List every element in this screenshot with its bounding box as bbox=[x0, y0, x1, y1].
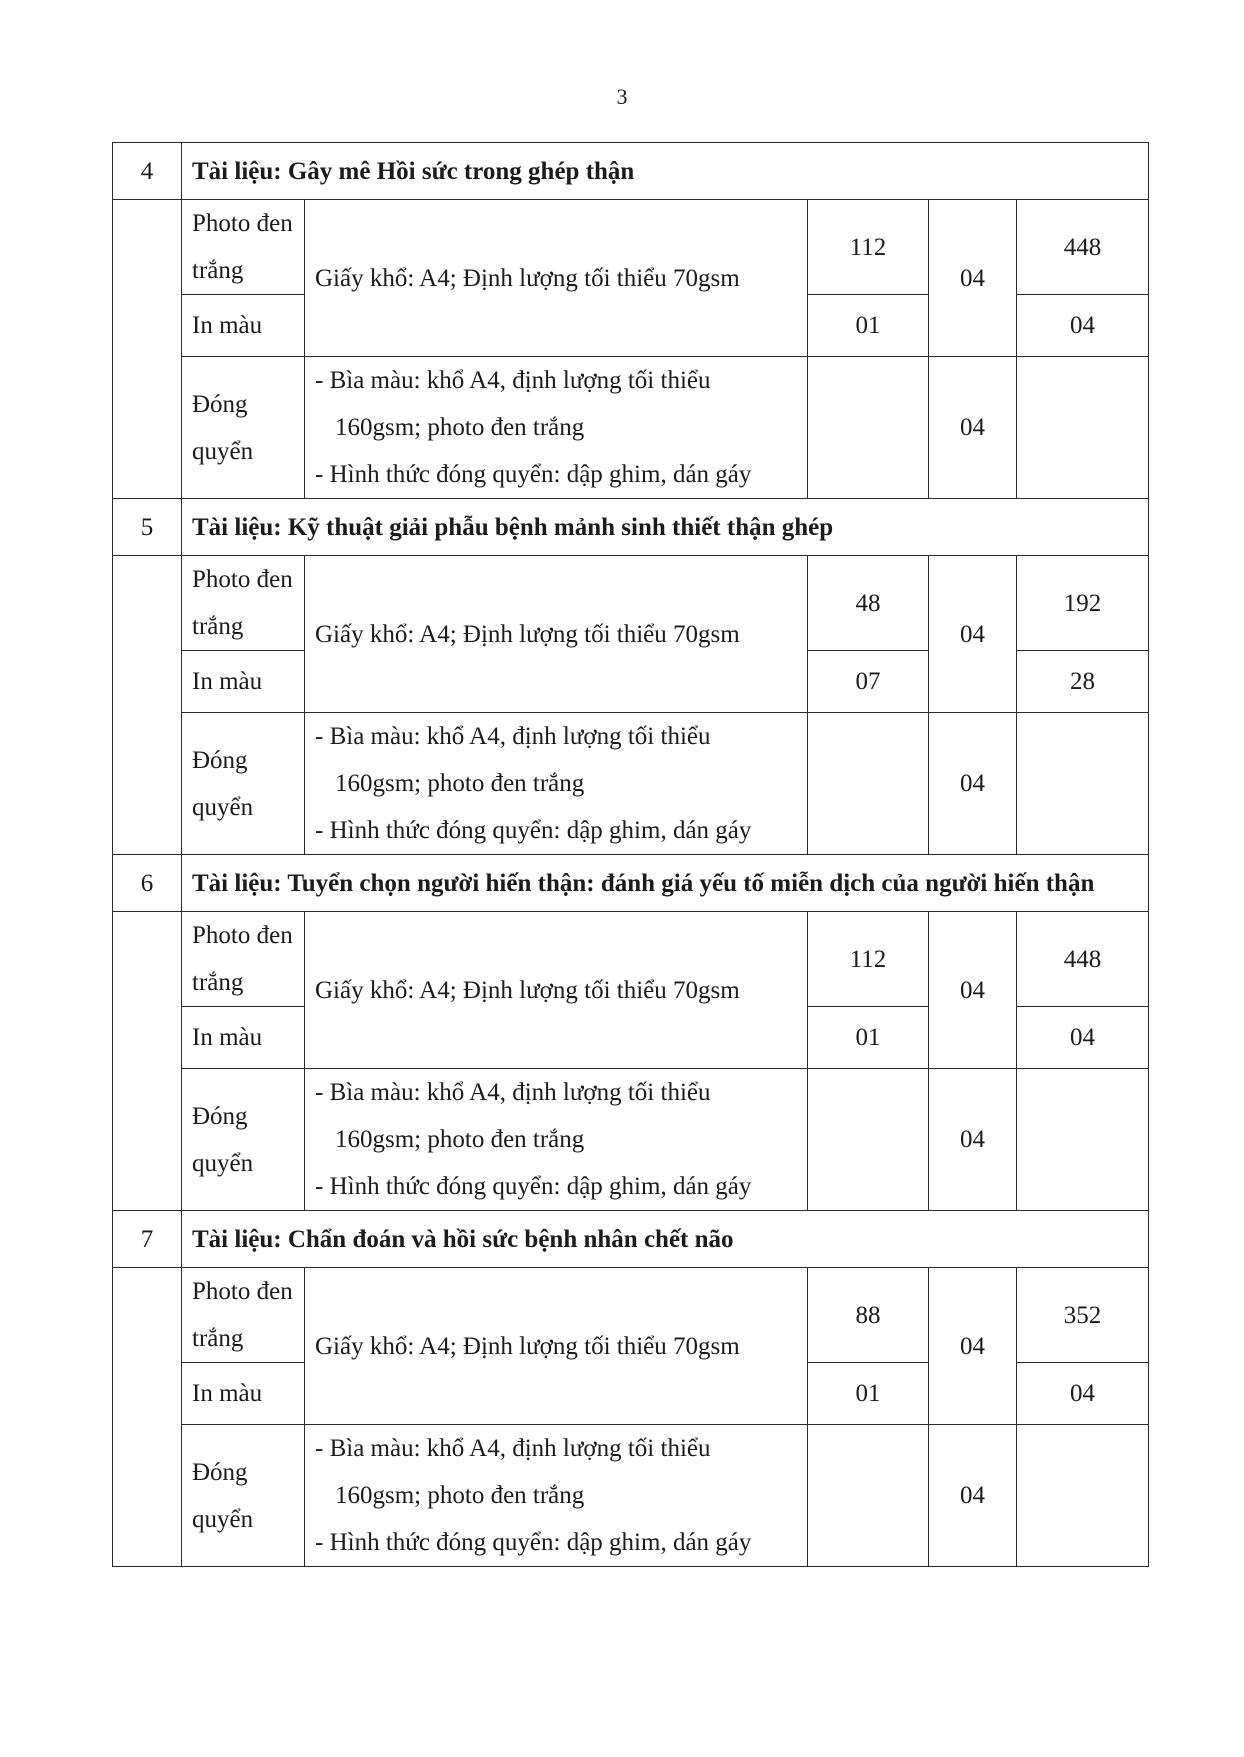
binding-spec-line: - Hình thức đóng quyển: dập ghim, dán gáy bbox=[315, 817, 752, 844]
binding-pages bbox=[808, 713, 929, 855]
binding-row bbox=[113, 357, 1149, 499]
binding-row bbox=[113, 1425, 1149, 1567]
binding-row bbox=[113, 713, 1149, 855]
color-pages: 01 bbox=[808, 1007, 929, 1069]
color-total: 04 bbox=[1017, 295, 1149, 357]
photo-bw-label: Photo đen trắng bbox=[182, 556, 305, 651]
item-title: Tài liệu: Kỹ thuật giải phẫu bệnh mảnh sinh thiết thận ghép bbox=[182, 499, 1149, 556]
item-number: 6 bbox=[113, 855, 182, 912]
binding-spec-line: 160gsm; photo đen trắng bbox=[335, 1126, 585, 1153]
binding-spec-line: - Bìa màu: khổ A4, định lượng tối thiểu bbox=[315, 723, 711, 750]
paper-spec: Giấy khổ: A4; Định lượng tối thiểu 70gsm bbox=[305, 1268, 808, 1425]
page-number: 3 bbox=[616, 84, 628, 109]
item-title-row bbox=[113, 855, 1149, 912]
item-number-spacer bbox=[113, 1268, 182, 1567]
item-number-spacer bbox=[113, 200, 182, 499]
color-print-label: In màu bbox=[182, 1007, 305, 1069]
item-title-row bbox=[113, 499, 1149, 556]
printing-spec-table bbox=[112, 142, 1149, 1567]
color-pages: 01 bbox=[808, 1363, 929, 1425]
binding-copies: 04 bbox=[929, 1425, 1017, 1567]
item-number-spacer bbox=[113, 912, 182, 1211]
color-print-label: In màu bbox=[182, 1363, 305, 1425]
bw-total: 448 bbox=[1017, 200, 1149, 295]
binding-spec-line: - Hình thức đóng quyển: dập ghim, dán gáy bbox=[315, 1529, 752, 1556]
item-title: Tài liệu: Gây mê Hồi sức trong ghép thận bbox=[182, 143, 1149, 200]
color-total: 04 bbox=[1017, 1007, 1149, 1069]
copies: 04 bbox=[929, 1268, 1017, 1425]
copies: 04 bbox=[929, 912, 1017, 1069]
binding-pages bbox=[808, 357, 929, 499]
binding-spec-line: 160gsm; photo đen trắng bbox=[335, 1482, 585, 1509]
bw-pages: 48 bbox=[808, 556, 929, 651]
photo-bw-label: Photo đen trắng bbox=[182, 912, 305, 1007]
item-title: Tài liệu: Chẩn đoán và hồi sức bệnh nhân chết não bbox=[182, 1211, 1149, 1268]
binding-label: Đóng quyển bbox=[182, 1069, 305, 1211]
color-pages: 01 bbox=[808, 295, 929, 357]
binding-spec-line: - Bìa màu: khổ A4, định lượng tối thiểu bbox=[315, 1079, 711, 1106]
binding-spec bbox=[305, 1069, 808, 1211]
paper-spec: Giấy khổ: A4; Định lượng tối thiểu 70gsm bbox=[305, 556, 808, 713]
binding-spec-line: - Bìa màu: khổ A4, định lượng tối thiểu bbox=[315, 1435, 711, 1462]
item-number: 4 bbox=[113, 143, 182, 200]
bw-total: 192 bbox=[1017, 556, 1149, 651]
color-pages: 07 bbox=[808, 651, 929, 713]
binding-spec-line: - Hình thức đóng quyển: dập ghim, dán gáy bbox=[315, 1173, 752, 1200]
bw-pages: 88 bbox=[808, 1268, 929, 1363]
bw-row bbox=[113, 556, 1149, 651]
binding-pages bbox=[808, 1425, 929, 1567]
binding-label: Đóng quyển bbox=[182, 1425, 305, 1567]
bw-total: 352 bbox=[1017, 1268, 1149, 1363]
copies: 04 bbox=[929, 200, 1017, 357]
color-print-label: In màu bbox=[182, 295, 305, 357]
bw-pages: 112 bbox=[808, 200, 929, 295]
bw-pages: 112 bbox=[808, 912, 929, 1007]
paper-spec: Giấy khổ: A4; Định lượng tối thiểu 70gsm bbox=[305, 912, 808, 1069]
photo-bw-label: Photo đen trắng bbox=[182, 1268, 305, 1363]
binding-row bbox=[113, 1069, 1149, 1211]
bw-row bbox=[113, 912, 1149, 1007]
binding-pages bbox=[808, 1069, 929, 1211]
copies: 04 bbox=[929, 556, 1017, 713]
binding-total bbox=[1017, 1425, 1149, 1567]
binding-spec-line: 160gsm; photo đen trắng bbox=[335, 770, 585, 797]
item-number: 7 bbox=[113, 1211, 182, 1268]
binding-spec bbox=[305, 713, 808, 855]
binding-spec-line: 160gsm; photo đen trắng bbox=[335, 414, 585, 441]
paper-spec: Giấy khổ: A4; Định lượng tối thiểu 70gsm bbox=[305, 200, 808, 357]
photo-bw-label: Photo đen trắng bbox=[182, 200, 305, 295]
binding-total bbox=[1017, 713, 1149, 855]
binding-spec-line: - Bìa màu: khổ A4, định lượng tối thiểu bbox=[315, 367, 711, 394]
item-number: 5 bbox=[113, 499, 182, 556]
color-total: 04 bbox=[1017, 1363, 1149, 1425]
binding-total bbox=[1017, 1069, 1149, 1211]
binding-spec bbox=[305, 1425, 808, 1567]
item-number-spacer bbox=[113, 556, 182, 855]
binding-copies: 04 bbox=[929, 1069, 1017, 1211]
binding-label: Đóng quyển bbox=[182, 357, 305, 499]
item-title-row bbox=[113, 1211, 1149, 1268]
bw-row bbox=[113, 200, 1149, 295]
item-title: Tài liệu: Tuyển chọn người hiến thận: đánh giá yếu tố miễn dịch của người hiến thận bbox=[182, 855, 1149, 912]
binding-total bbox=[1017, 357, 1149, 499]
color-total: 28 bbox=[1017, 651, 1149, 713]
bw-total: 448 bbox=[1017, 912, 1149, 1007]
binding-label: Đóng quyển bbox=[182, 713, 305, 855]
item-title-row bbox=[113, 143, 1149, 200]
binding-spec bbox=[305, 357, 808, 499]
binding-copies: 04 bbox=[929, 713, 1017, 855]
binding-spec-line: - Hình thức đóng quyển: dập ghim, dán gáy bbox=[315, 461, 752, 488]
color-print-label: In màu bbox=[182, 651, 305, 713]
bw-row bbox=[113, 1268, 1149, 1363]
binding-copies: 04 bbox=[929, 357, 1017, 499]
